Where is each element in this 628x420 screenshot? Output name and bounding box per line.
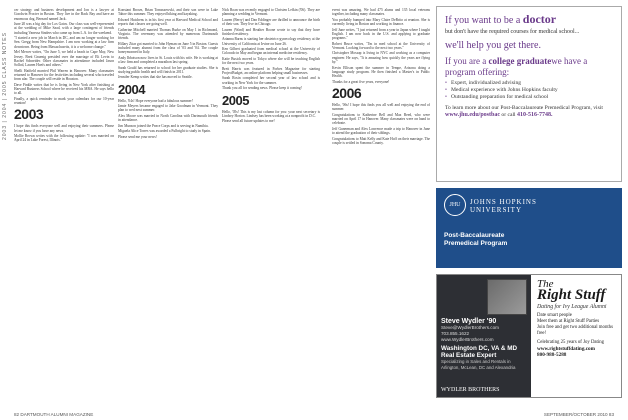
note-paragraph: Thanks for a great five years, everyone!	[332, 79, 390, 84]
note-paragraph: Katie Busick moved to Tokyo where she will be teaching English for the next two years.	[222, 56, 320, 66]
note-paragraph: Catherine Mitchell married Thomas Burke on May 1 in Richmond, Virginia. The ceremony was attended by numerous Dartmouth friends.	[118, 27, 218, 41]
page-footer	[0, 408, 628, 420]
note-paragraph: Congratulations to Matt Kelly and Kate Hoff on their marriage. The couple is settled in Sonoma County.	[332, 136, 430, 145]
note-paragraph: I hope this finds everyone well and enjoying their summers. Please let me know if you have any news.	[14, 124, 114, 133]
class-notes-column-4	[332, 8, 430, 146]
advertisement-column	[436, 6, 622, 406]
dating-title	[537, 279, 615, 302]
note-paragraph: Andy Ibbotson now lives in St. Louis with his wife. He is working at a law firm and completed a marathon last spring.	[118, 55, 218, 65]
note-paragraph: Shelli Hatfield married Phil Warren in Hanover. Many classmates returned to Hanover for the festivities including several who traveled from afar. The couple will reside in Houston.	[14, 68, 114, 82]
dating-list-item: Date smart people	[537, 313, 572, 318]
note-paragraph: Miguela Alice Torres was awarded a Fulbright to study in Spain.	[118, 129, 211, 134]
note-paragraph: "I started a new job in March in DC, and am no longer working for Sen. Gregg from New Hampshire. I am now working at a law firm downtown. Being from Massachusetts, it is a welcome change."	[14, 36, 114, 49]
note-paragraph: June 20 was a big day for Los Gatos. Our class was well-represented at the wedding of Mike Saad, with a large contingent of friends including Vanessa Sinders who came up from L.A. for the weekend.	[14, 22, 114, 35]
note-paragraph: Christopher Mossap is living in NYC and working as a computer engineer. He says, "It is amazing how quickly the years are flying by."	[332, 51, 430, 65]
dating-title-1: The	[537, 278, 554, 290]
agent-name: Steve Wydler '90	[441, 318, 497, 325]
note-paragraph: Hello, '06s! I hope this finds you all well and enjoying the end of summer.	[332, 102, 430, 112]
dating-ad[interactable]	[531, 275, 621, 397]
ad-headline	[445, 13, 613, 27]
ad-tagline: we'll help you get there.	[445, 40, 541, 51]
agent-photo	[487, 279, 527, 315]
note-paragraph: Mollie Brown writes with the following update: "I was married on April 24 in Lake Forest, Illinois."	[14, 134, 114, 143]
ad-headline-doctor: doctor	[522, 12, 557, 26]
note-paragraph: Nick Roan was recently engaged to Christen Lefkin ('06). They are planning a wedding in Vermont.	[222, 8, 320, 17]
note-paragraph: You probably bumped into Mary Claire DeBrito at reunion. She is currently living in Boston and working in finance.	[332, 17, 430, 27]
ad-headline-pre: If you want to be a	[445, 15, 521, 26]
university-name-sub: UNIVERSITY	[470, 206, 522, 214]
note-paragraph: Dave Finkle writes that he is living in New York after finishing at Harvard Business School where he received his MBA. He says hello to all.	[14, 82, 114, 96]
note-paragraph: Jennifer Kemp writes that she has moved to Seattle.	[118, 75, 193, 80]
agent-site[interactable]: www.WydlerBrothers.com	[441, 337, 494, 342]
note-paragraph: Mel Mercer writes, "On June 5, we held a beach in Cape May, New Jersey. Brett Gruenig presided over the marriage of Eli Levin to Rachel Schneider. Other classmates in attendance included Jason Sollod, Lauren Hoefs and others."	[14, 50, 114, 68]
ad-bullet-list	[445, 80, 613, 101]
note-paragraph: Jim Munson joined the Peace Corps and is serving in Namibia.	[118, 123, 209, 128]
dating-list	[537, 313, 615, 337]
note-paragraph: Please send me your news!	[118, 134, 157, 139]
dating-url[interactable]: www.rightstuffdating.com	[537, 346, 595, 352]
footer-right: SEPTEMBER/OCTOBER 2010 83	[543, 412, 614, 417]
university-seal-icon: JHU	[444, 194, 466, 216]
note-paragraph: Congratulations to Katherine Bell and Max Reed, who were married on April 17 in Hanover. Many classmates were on hand to celebrate.	[332, 112, 430, 126]
note-paragraph: Ken Gilbert graduated from medical school at the University of Colorado in May and began an internal medicine residency.	[222, 47, 320, 56]
realtor-title-2: Real Estate Expert	[441, 352, 497, 359]
ad-bullet: • Expert, individualized advising	[445, 80, 613, 87]
realtor-logo: WYDLER BROTHERS	[441, 387, 500, 393]
footer-left: 82 DARTMOUTH ALUMNI MAGAZINE	[14, 412, 94, 417]
note-paragraph: Hello, '04s! Hope everyone had a fabulous summer!	[118, 98, 193, 103]
ad-bullet: • Medical experience with Johns Hopkins faculty	[445, 87, 613, 94]
class-year-heading: 2006	[332, 84, 362, 101]
note-paragraph: Brett Harris was featured in Forbes Magazine for starting ProjectBudget, an online platform helping small businesses.	[222, 66, 320, 75]
ad-subline: but don't have the required courses for medical school...	[445, 29, 580, 35]
bottom-ads	[436, 274, 622, 398]
ad-headline2-post: we have a program offering:	[445, 56, 588, 77]
realtor-ad[interactable]	[437, 275, 531, 397]
note-paragraph: Finally, a quick reminder to mark your calendars for our 10-year reunion!	[14, 96, 114, 106]
note-paragraph: Konstant Brown, Brian Tomaszewski, and their son were in Lake Tahoe this summer. They enjoyed hiking and kayaking.	[118, 8, 218, 17]
realtor-sub: Specializing in Sales and Rentals in Arlington, McLean, DC and Alexandria	[441, 359, 516, 370]
class-year-heading: 2003	[14, 106, 44, 123]
dating-list-item: Meet them at Right Stuff Parties	[537, 319, 600, 324]
note-paragraph: Lauren (Berry) and Dan Eddinger are thrilled to announce the birth of their son. They live in Chicago.	[222, 17, 320, 27]
postbac-ad[interactable]	[436, 6, 622, 182]
note-paragraph: Thank you all for sending news. Please keep it coming!	[222, 86, 302, 91]
ad-bullet: • Outstanding preparation for medical school	[445, 94, 613, 101]
note-paragraph: Alex Moore was married in North Carolina with Dartmouth friends in attendance.	[118, 113, 218, 123]
ad-call-text: or call	[501, 112, 516, 118]
note-paragraph: Kevin Ellison spent the summer in Tempe, Arizona doing a language study program. He then finished a Master's in Public Health.	[332, 65, 430, 79]
note-paragraph: Hello, '05s! This is my last column for you: your next secretary is Lindsey Horton. Lindsey has been working at a nonprofit in D.C.	[222, 109, 320, 118]
class-notes-column-2	[118, 8, 218, 140]
note-paragraph: Arianna Barns is starting her obstetrics-gynecology residency at the University of California at Irvine on June 26.	[222, 37, 320, 46]
note-paragraph: Jamie Meyers became engaged to Jake Goodman in Vermont. They plan to wed next summer.	[118, 104, 218, 113]
class-notes-column-1	[14, 8, 114, 144]
note-paragraph: event was amazing. We had 475 alums and 135 local veterans together, including many classmates.	[332, 8, 430, 17]
dating-cta: Celebrating 25 years of Joy Dating	[537, 340, 605, 345]
agent-email: Steve@WydlerBrothers.com	[441, 325, 499, 330]
note-paragraph: Jeff Gunerman and Alex Lawrence made a trip to Hanover in June to attend the graduation of their siblings.	[332, 126, 430, 136]
ad-url-link[interactable]: www.jhu.edu/postbac	[445, 112, 501, 118]
note-paragraph: Edward Hutchens is in his first year at Harvard Medical School and reports that classes are going well.	[118, 17, 218, 27]
note-paragraph: Lauren (Ward) and Heather Boone wrote to say that they have finished residency.	[222, 27, 320, 36]
ad-headline2-big: college graduate	[488, 56, 552, 66]
johns-hopkins-banner[interactable]	[436, 188, 622, 268]
ad-phone: 410-516-7748.	[516, 112, 553, 118]
note-paragraph: Sarah Gould has returned to school for her graduate studies. She is studying public health and will finish in 2011.	[118, 65, 218, 74]
note-paragraph: Jeff June writes, "I just returned from a year in Japan where I taught English. I am now back in the U.S. and applying to graduate programs."	[332, 27, 430, 41]
note-paragraph: Please send all future updates to me!	[222, 119, 275, 124]
note-paragraph: cer strategy and business development and Jon is a lawyer at Goodwin Procter in Boston. They live in the Back Bay and have an enormous dog, Bernard named Jack.	[14, 8, 114, 21]
ad-learn-text: To learn more about our Post-Baccalaureate Premedical Program, visit	[445, 105, 603, 111]
dating-phone: 800-988-5288	[537, 352, 567, 358]
section-label: 2003 | 2004 | 2005 CLASS NOTES	[2, 32, 8, 140]
class-year-heading: 2004	[118, 81, 145, 97]
ad-learn-more	[445, 105, 613, 119]
dating-list-item: Join free and get two additional months free!	[537, 325, 613, 336]
dating-title-2: Right Stuff	[537, 287, 606, 303]
class-year-heading: 2005	[222, 92, 249, 108]
agent-phone: 703.855.1622	[441, 331, 470, 336]
note-paragraph: Sarah Rosin completed her second year of law school and is working in New York for the summer.	[222, 76, 320, 85]
realtor-headline	[441, 345, 527, 370]
university-name-line: JOHNS HOPKINS	[470, 198, 537, 206]
ad-headline-2	[445, 56, 613, 78]
realtor-title-1: Washington DC, VA & MD	[441, 345, 518, 352]
dating-sub: Dating for Ivy League Alumni	[537, 304, 607, 310]
class-notes-column-3	[222, 8, 320, 125]
note-paragraph: Robert Bruce writes, "I'm in med school at the University of Vermont. Looking forward to the next two years."	[332, 41, 430, 50]
university-name	[470, 198, 537, 214]
ad-headline2-pre: If you are a	[445, 56, 487, 66]
program-name	[444, 232, 507, 248]
program-name-line-2: Premedical Program	[444, 240, 508, 247]
note-paragraph: Hillary Zitar got married to John Hyman on June 5 in Boston. Guests included many alumni from the class of '03 and '04. The couple honeymooned in Italy.	[118, 41, 218, 55]
program-name-line-1: Post-Baccalaureate	[444, 232, 505, 239]
